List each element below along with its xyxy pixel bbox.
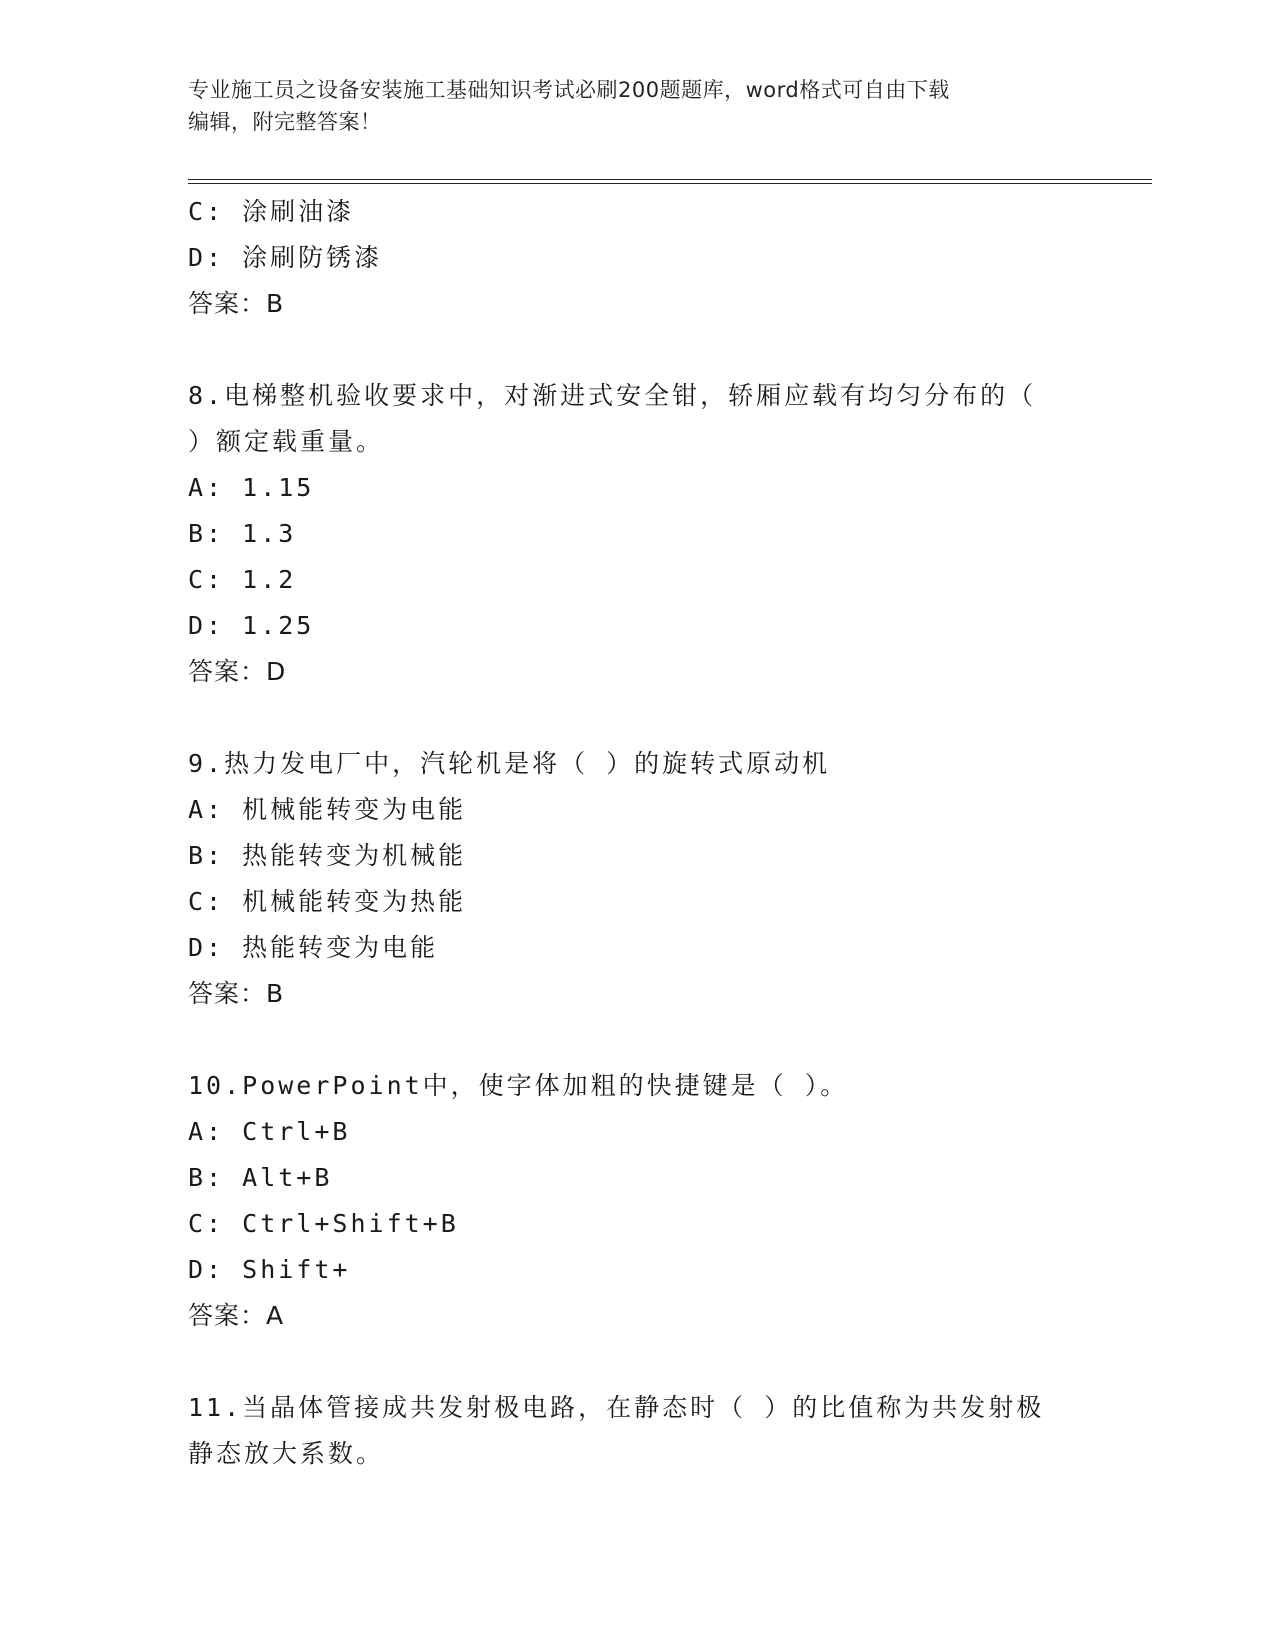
question-stem: 11.当晶体管接成共发射极电路，在静态时（ ）的比值称为共发射极 xyxy=(188,1393,1045,1422)
option-b: B: 1.3 xyxy=(188,519,297,548)
spacer xyxy=(188,695,1088,741)
question-10 xyxy=(188,1063,1088,1339)
header-divider-bottom xyxy=(188,183,1152,184)
spacer xyxy=(188,1017,1088,1063)
option-a: A: Ctrl+B xyxy=(188,1117,351,1146)
spacer xyxy=(188,327,1088,373)
option-c: C: 1.2 xyxy=(188,565,297,594)
question-7-tail xyxy=(188,189,1088,327)
question-stem: 8.电梯整机验收要求中，对渐进式安全钳，轿厢应载有均匀分布的（ xyxy=(188,381,1037,410)
option-c: C: 机械能转变为热能 xyxy=(188,887,467,916)
question-stem: 10.PowerPoint中，使字体加粗的快捷键是（ ）。 xyxy=(188,1071,849,1100)
question-stem: 9.热力发电厂中，汽轮机是将（ ）的旋转式原动机 xyxy=(188,749,831,778)
question-11 xyxy=(188,1385,1088,1477)
option-d: D: 涂刷防锈漆 xyxy=(188,243,383,272)
option-a: A: 机械能转变为电能 xyxy=(188,795,467,824)
question-8 xyxy=(188,373,1088,695)
header-title-line-2: 编辑，附完整答案！ xyxy=(188,110,382,134)
option-c: C: Ctrl+Shift+B xyxy=(188,1209,459,1238)
question-stem-continued: 静态放大系数。 xyxy=(188,1439,385,1468)
answer: 答案：B xyxy=(188,979,285,1008)
header-title-line-1: 专业施工员之设备安装施工基础知识考试必刷200题题库，word格式可自由下载 xyxy=(188,78,950,102)
answer: 答案：B xyxy=(188,289,285,318)
question-list xyxy=(188,189,1088,1477)
question-9 xyxy=(188,741,1088,1017)
answer: 答案：A xyxy=(188,1301,285,1330)
spacer xyxy=(188,1339,1088,1385)
option-d: D: 热能转变为电能 xyxy=(188,933,439,962)
question-stem-continued: ）额定载重量。 xyxy=(188,427,385,456)
option-d: D: 1.25 xyxy=(188,611,315,640)
option-a: A: 1.15 xyxy=(188,473,315,502)
option-b: B: Alt+B xyxy=(188,1163,333,1192)
document-header xyxy=(188,74,1068,138)
option-b: B: 热能转变为机械能 xyxy=(188,841,467,870)
header-divider-top xyxy=(188,179,1152,180)
answer: 答案：D xyxy=(188,657,287,686)
option-d: D: Shift+ xyxy=(188,1255,351,1284)
option-c: C: 涂刷油漆 xyxy=(188,197,355,226)
